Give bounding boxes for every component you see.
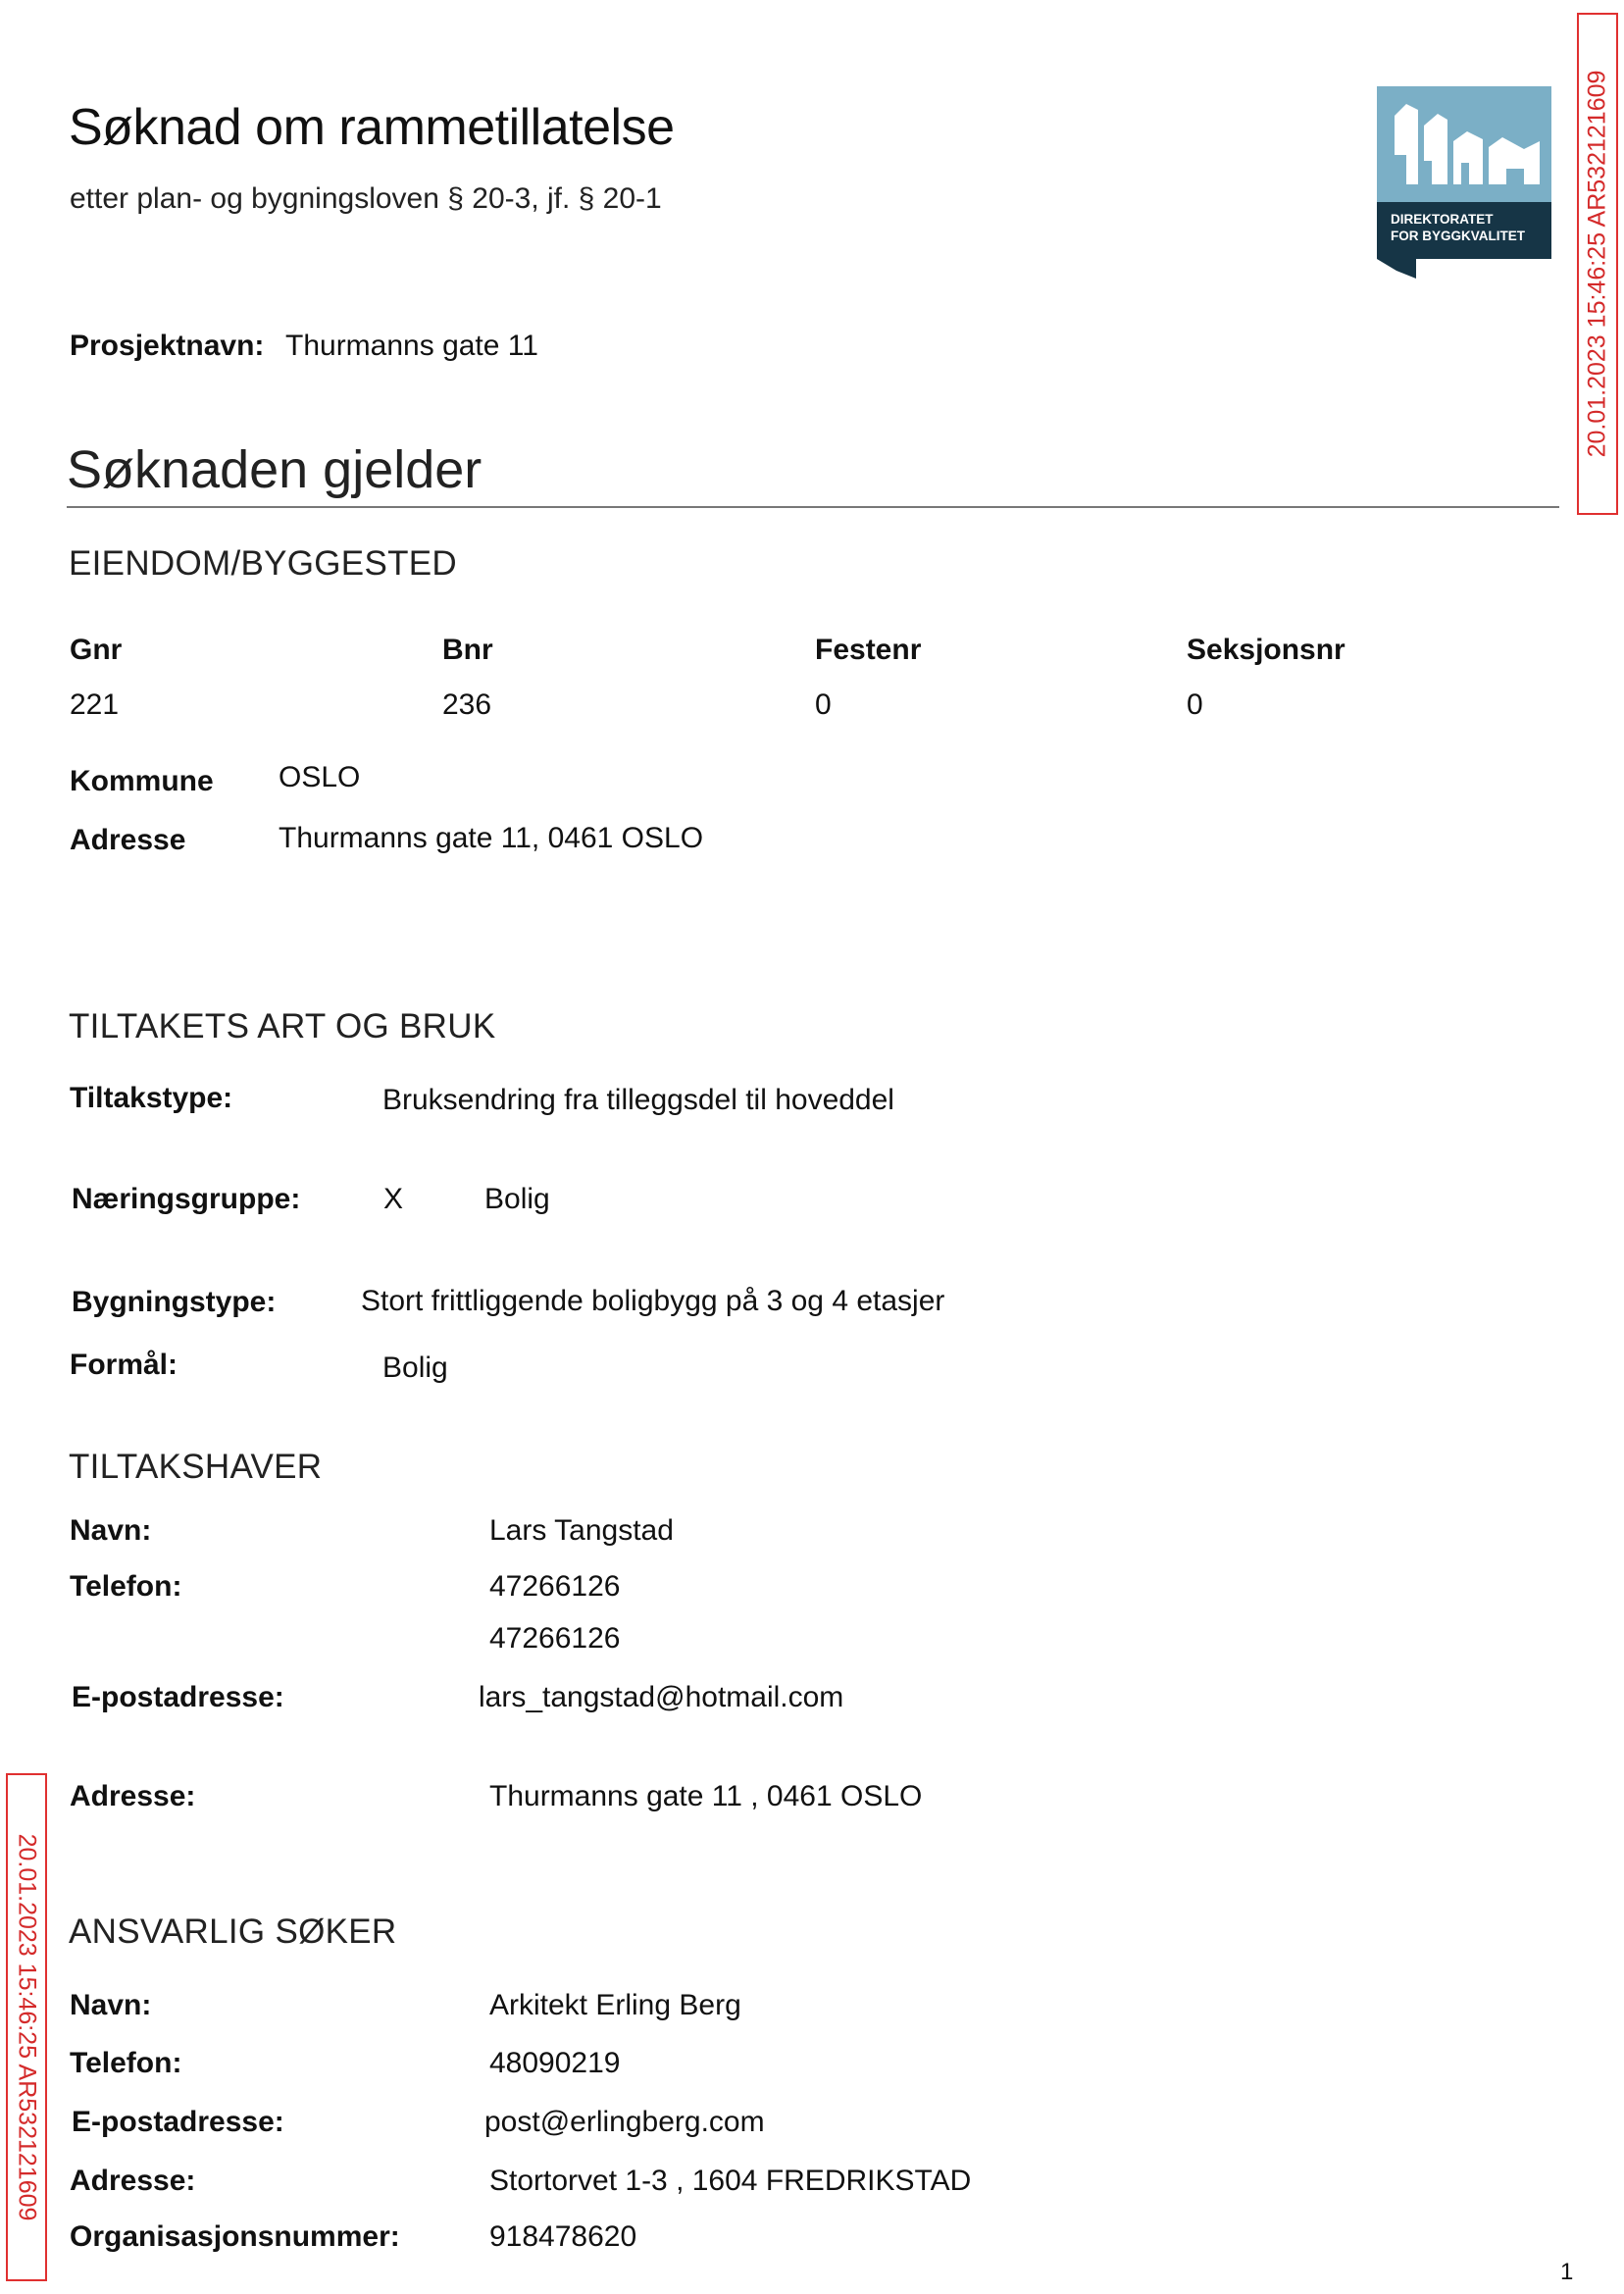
tiltakstype-value: Bruksendring fra tilleggsdel til hoveddel: [382, 1084, 894, 1116]
bnr-label: Bnr: [442, 634, 493, 666]
date-stamp-text: 20.01.2023 15:46:25 AR532121609: [1583, 70, 1611, 458]
date-stamp-text: 20.01.2023 15:46:25 AR532121609: [13, 1833, 41, 2221]
tiltakshaver-heading: TILTAKSHAVER: [69, 1448, 323, 1486]
adresse-label: Adresse: [70, 824, 186, 856]
adresse-value: Thurmanns gate 11, 0461 OSLO: [279, 822, 704, 854]
ansvarlig-epost-value: post@erlingberg.com: [484, 2106, 765, 2138]
organisasjonsnummer-value: 918478620: [489, 2220, 637, 2253]
date-stamp-top: [1577, 13, 1618, 515]
logo-line2: FOR BYGGKVALITET: [1391, 229, 1525, 243]
logo-line1: DIREKTORATET: [1391, 212, 1494, 227]
ansvarlig-telefon-label: Telefon:: [70, 2047, 182, 2079]
gnr-label: Gnr: [70, 634, 123, 666]
bygningstype-label: Bygningstype:: [72, 1286, 277, 1318]
ansvarlig-adresse-value: Stortorvet 1-3 , 1604 FREDRIKSTAD: [489, 2165, 972, 2197]
ansvarlig-telefon-value: 48090219: [489, 2047, 621, 2079]
tiltakshaver-epost-value: lars_tangstad@hotmail.com: [479, 1681, 844, 1713]
organisasjonsnummer-label: Organisasjonsnummer:: [70, 2220, 400, 2253]
dibk-logo-icon: [1377, 86, 1551, 279]
property-heading: EIENDOM/BYGGESTED: [69, 544, 457, 583]
tiltakshaver-telefon-value: 47266126: [489, 1570, 621, 1603]
naeringsgruppe-label: Næringsgruppe:: [72, 1183, 301, 1215]
project-name-value: Thurmanns gate 11: [285, 330, 538, 362]
tiltakshaver-telefon-label: Telefon:: [70, 1570, 182, 1603]
ansvarlig-adresse-label: Adresse:: [70, 2165, 196, 2197]
formal-value: Bolig: [382, 1351, 448, 1384]
bnr-value: 236: [442, 688, 492, 721]
document-subtitle: etter plan- og bygningsloven § 20-3, jf. § 20-1: [70, 182, 662, 215]
section-title: Søknaden gjelder: [67, 440, 482, 499]
section-divider: [67, 506, 1559, 508]
tiltakshaver-adresse-label: Adresse:: [70, 1780, 196, 1812]
festenr-label: Festenr: [815, 634, 922, 666]
project-name-label: Prosjektnavn:: [70, 330, 265, 362]
tiltakshaver-telefon-value-2: 47266126: [489, 1622, 621, 1655]
tiltakshaver-adresse-value: Thurmanns gate 11 , 0461 OSLO: [489, 1780, 923, 1812]
tiltakshaver-navn-label: Navn:: [70, 1514, 152, 1547]
ansvarlig-navn-value: Arkitekt Erling Berg: [489, 1989, 741, 2021]
date-stamp-left: [6, 1773, 47, 2281]
tiltakshaver-epost-label: E-postadresse:: [72, 1681, 284, 1713]
naeringsgruppe-code: X: [383, 1183, 404, 1215]
ansvarlig-navn-label: Navn:: [70, 1989, 152, 2021]
ansvarlig-epost-label: E-postadresse:: [72, 2106, 284, 2138]
seksjonsnr-label: Seksjonsnr: [1187, 634, 1345, 666]
kommune-value: OSLO: [279, 761, 361, 793]
bygningstype-value: Stort frittliggende boligbygg på 3 og 4 etasjer: [361, 1285, 945, 1317]
seksjonsnr-value: 0: [1187, 688, 1203, 721]
document-title: Søknad om rammetillatelse: [69, 99, 675, 156]
gnr-value: 221: [70, 688, 120, 721]
tiltakstype-label: Tiltakstype:: [70, 1082, 233, 1114]
ansvarlig-heading: ANSVARLIG SØKER: [69, 1912, 397, 1951]
tiltak-heading: TILTAKETS ART OG BRUK: [69, 1007, 496, 1045]
naeringsgruppe-value: Bolig: [484, 1183, 550, 1215]
page-number: 1: [1560, 2259, 1574, 2285]
formal-label: Formål:: [70, 1349, 178, 1381]
kommune-label: Kommune: [70, 765, 214, 797]
tiltakshaver-navn-value: Lars Tangstad: [489, 1514, 674, 1547]
festenr-value: 0: [815, 688, 832, 721]
